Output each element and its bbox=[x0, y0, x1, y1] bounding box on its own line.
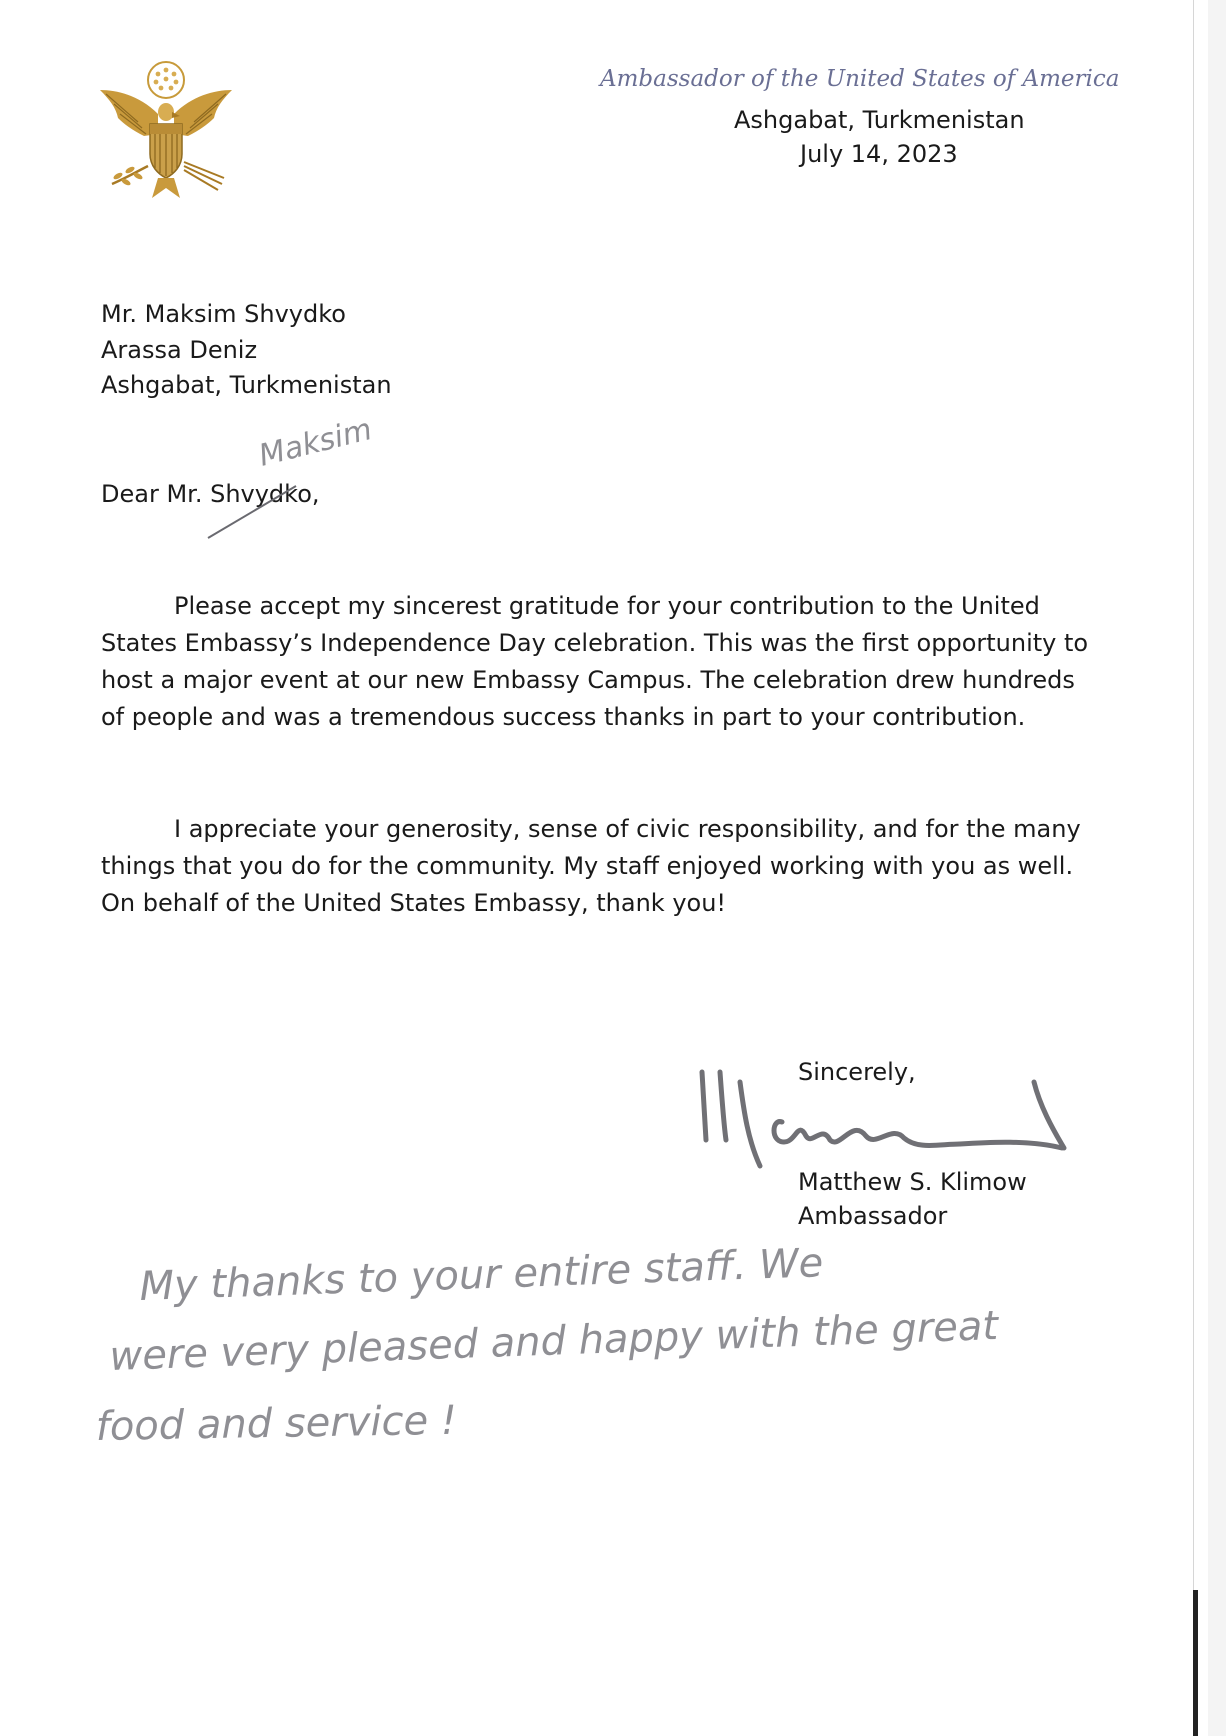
paragraph-1-line: States Embassy’s Independence Day celebration. This was the first opportunity to bbox=[101, 629, 1089, 657]
paragraph-1 bbox=[101, 588, 1089, 736]
handwritten-note-line: My thanks to your entire staff. We bbox=[138, 1240, 824, 1310]
paragraph-2 bbox=[101, 811, 1081, 922]
letterhead-office: Ambassador of the United States of America bbox=[600, 66, 1120, 92]
recipient-city: Ashgabat, Turkmenistan bbox=[101, 371, 392, 399]
salutation: Dear Mr. Shvydko, bbox=[101, 480, 320, 508]
letter-date: July 14, 2023 bbox=[800, 140, 958, 168]
paragraph-2-line: things that you do for the community. My staff enjoyed working with you as well. bbox=[101, 852, 1074, 880]
signature-mark bbox=[702, 1072, 1064, 1166]
paragraph-1-line: of people and was a tremendous success thanks in part to your contribution. bbox=[101, 703, 1026, 731]
paragraph-1-line: host a major event at our new Embassy Campus. The celebration drew hundreds bbox=[101, 666, 1075, 694]
paragraph-2-line: I appreciate your generosity, sense of civic responsibility, and for the many bbox=[174, 815, 1081, 843]
paragraph-2-line: On behalf of the United States Embassy, thank you! bbox=[101, 889, 727, 917]
handwritten-name-correction: Maksim bbox=[255, 412, 376, 474]
scan-edge-mark bbox=[1193, 1590, 1198, 1736]
paragraph-1-line: Please accept my sincerest gratitude for your contribution to the United bbox=[174, 592, 1040, 620]
recipient-company: Arassa Deniz bbox=[101, 336, 258, 364]
signer-title: Ambassador bbox=[798, 1202, 948, 1230]
scan-edge-line bbox=[1193, 0, 1194, 1736]
scan-edge bbox=[1208, 0, 1226, 1736]
recipient-name: Mr. Maksim Shvydko bbox=[101, 300, 346, 328]
valediction: Sincerely, bbox=[798, 1058, 916, 1086]
great-seal-emblem bbox=[96, 56, 236, 202]
handwritten-note-line: food and service ! bbox=[95, 1397, 458, 1450]
letterhead-city: Ashgabat, Turkmenistan bbox=[734, 106, 1025, 134]
handwritten-note-line: were very pleased and happy with the great bbox=[108, 1302, 999, 1380]
signer-name: Matthew S. Klimow bbox=[798, 1168, 1027, 1196]
